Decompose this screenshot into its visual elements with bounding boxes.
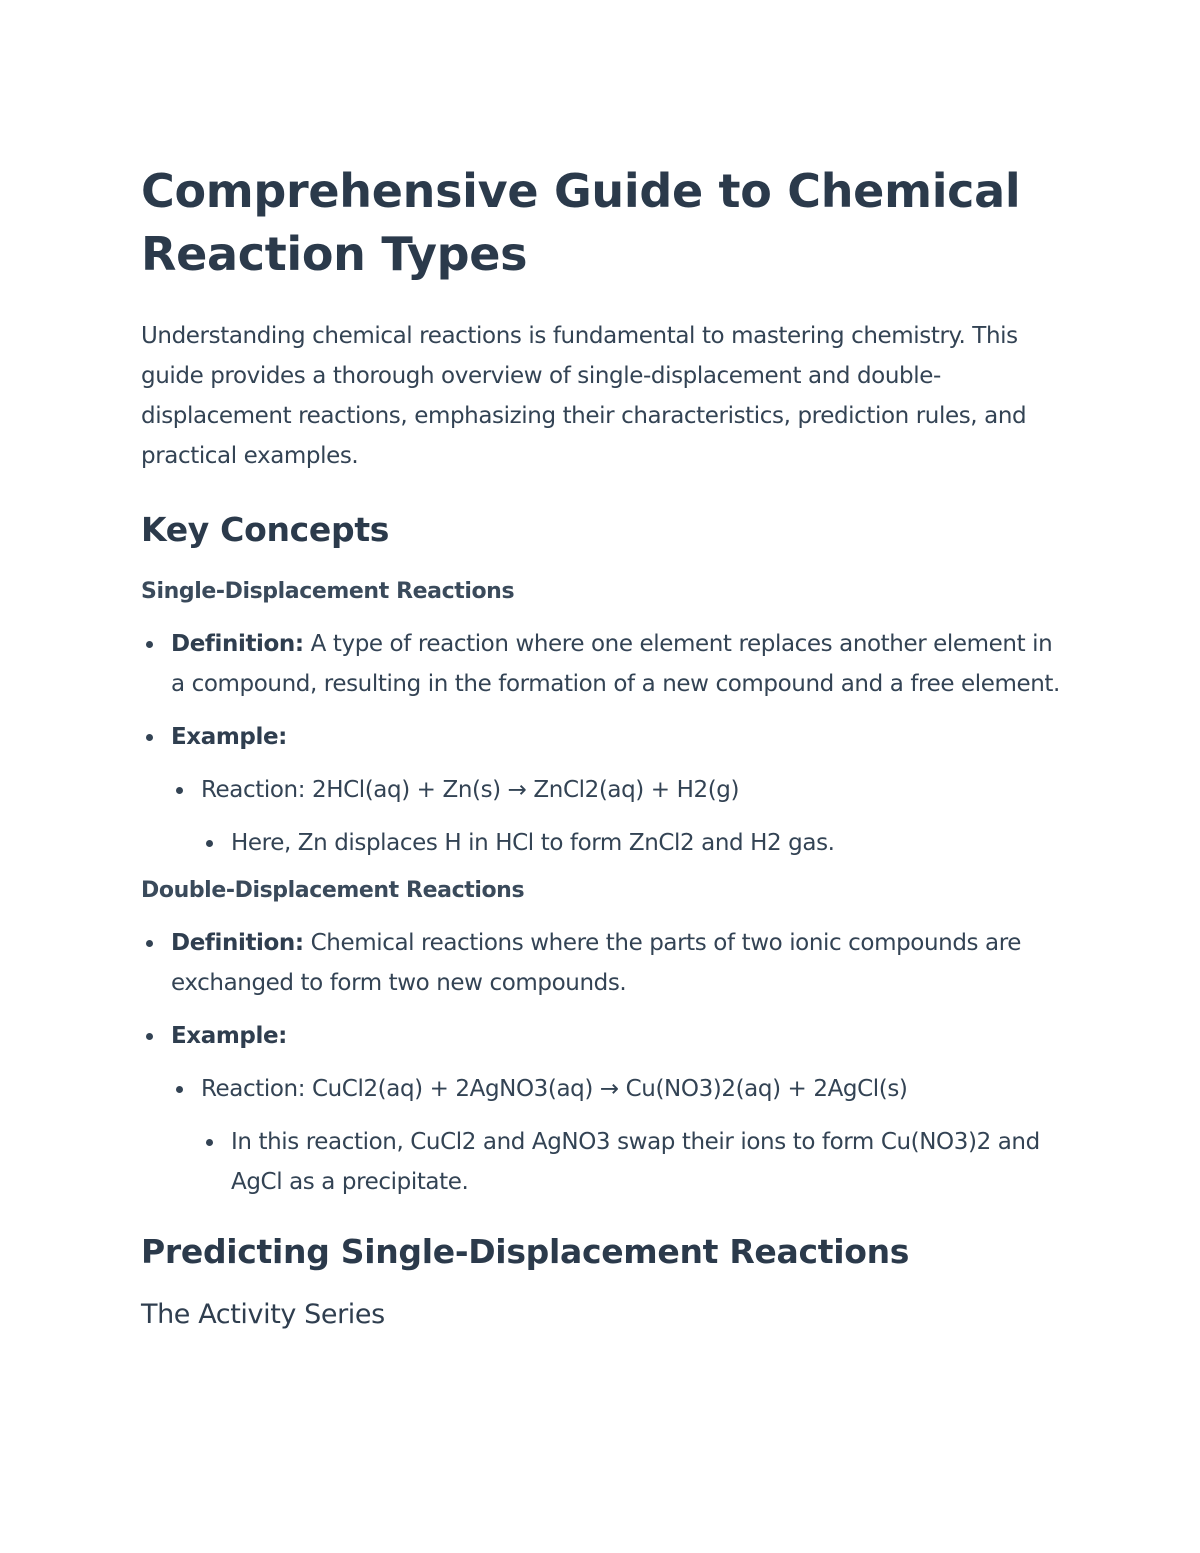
definition-label: Definition: (171, 930, 304, 956)
example-label: Example: (171, 724, 287, 750)
single-displacement-list (171, 624, 1061, 863)
example-sublist (201, 770, 1061, 863)
reaction-text: Reaction: 2HCl(aq) + Zn(s) → ZnCl2(aq) + H2(g) (201, 777, 740, 803)
intro-paragraph: Understanding chemical reactions is fundamental to mastering chemistry. This guide provides a thorough overview of single-displacement and double-displacement reactions, emphasizing their characteristics, prediction rules, and practical examples. (141, 323, 1027, 469)
example-sublist (201, 1069, 1061, 1202)
reaction-text: Reaction: CuCl2(aq) + 2AgNO3(aq) → Cu(NO3)2(aq) + 2AgCl(s) (201, 1076, 908, 1102)
explanation-sublist (231, 823, 1061, 863)
example-label: Example: (171, 1023, 287, 1049)
list-item (171, 1016, 1061, 1202)
single-displacement-heading: Single-Displacement Reactions (141, 579, 515, 604)
reaction-explanation: In this reaction, CuCl2 and AgNO3 swap their ions to form Cu(NO3)2 and AgCl as a precipitate. (231, 1122, 1061, 1202)
explanation-sublist (231, 1122, 1061, 1202)
definition-text: A type of reaction where one element replaces another element in a compound, resulting in the formation of a new compound and a free element. (171, 631, 1060, 697)
predicting-heading: Predicting Single-Displacement Reactions (141, 1232, 910, 1271)
double-displacement-heading: Double-Displacement Reactions (141, 878, 525, 903)
reaction-explanation: Here, Zn displaces H in HCl to form ZnCl2 and H2 gas. (231, 823, 1061, 863)
definition-label: Definition: (171, 631, 304, 657)
list-item (171, 923, 1061, 1003)
page-title: Comprehensive Guide to Chemical Reaction Types (141, 164, 1021, 281)
definition-text: Chemical reactions where the parts of two ionic compounds are exchanged to form two new compounds. (171, 930, 1022, 996)
list-item (171, 624, 1061, 704)
reaction-equation (201, 770, 1061, 863)
double-displacement-list (171, 923, 1061, 1202)
document-page (141, 160, 1061, 1336)
reaction-equation (201, 1069, 1061, 1202)
list-item (171, 717, 1061, 863)
activity-series-heading: The Activity Series (141, 1299, 385, 1330)
key-concepts-heading: Key Concepts (141, 510, 390, 549)
